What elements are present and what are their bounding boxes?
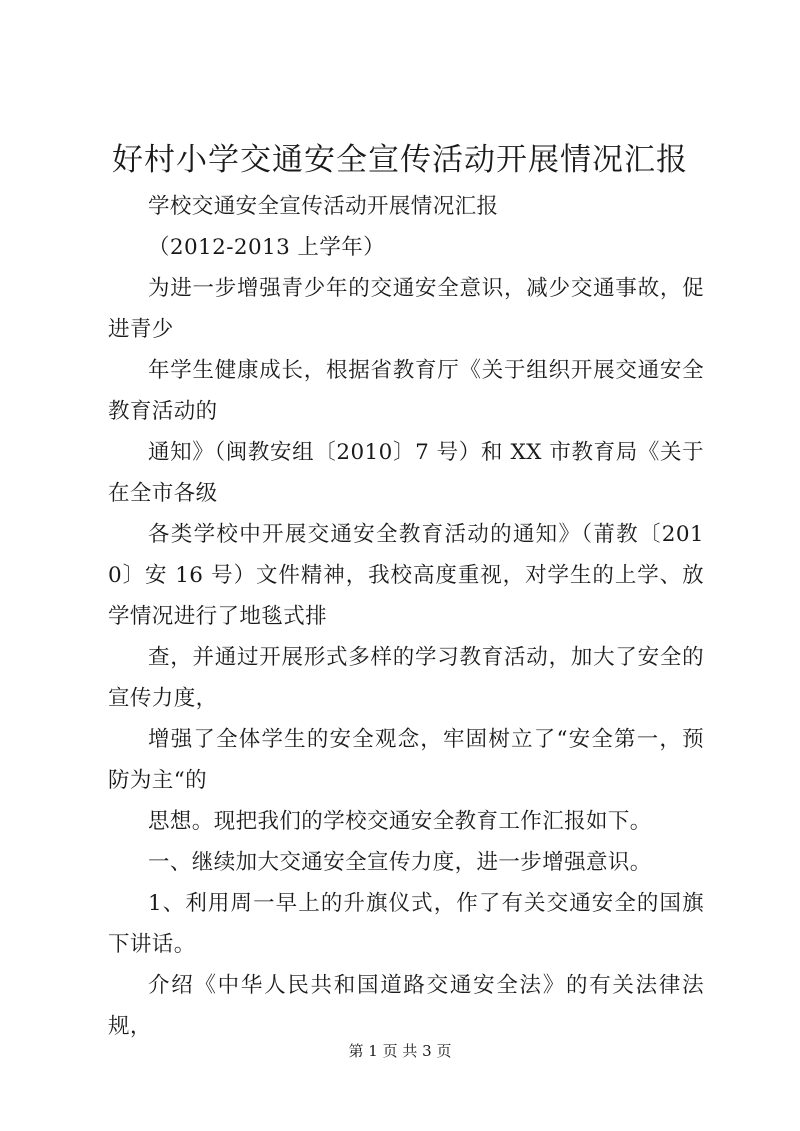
document-body [108,186,704,1047]
paragraph: 增强了全体学生的安全观念，牢固树立了“安全第一，预防为主“的 [108,727,704,793]
paragraph: 思想。现把我们的学校交通安全教育工作汇报如下。 [148,809,652,834]
paragraph: 通知》（闽教安组〔2010〕7 号）和 XX 市教育局《关于在全市各级 [108,440,704,506]
paragraph: 1、利用周一早上的升旗仪式，作了有关交通安全的国旗下讲话。 [108,891,704,957]
page-number-footer: 第 1 页 共 3 页 [348,1042,452,1060]
paragraph: 介绍《中华人民共和国道路交通安全法》的有关法律法规， [108,973,704,1039]
document-title: 好村小学交通安全宣传活动开展情况汇报 [112,142,688,178]
section-heading: 一、继续加大交通安全宣传力度，进一步增强意识。 [148,850,652,875]
paragraph-school-year: （2012-2013 上学年） [148,235,386,260]
paragraph: 年学生健康成长，根据省教育厅《关于组织开展交通安全教育活动的 [108,358,704,424]
paragraph: 查，并通过开展形式多样的学习教育活动，加大了安全的宣传力度， [108,645,704,711]
paragraph: 为进一步增强青少年的交通安全意识，减少交通事故，促进青少 [108,276,704,342]
paragraph-subtitle: 学校交通安全宣传活动开展情况汇报 [148,194,499,219]
paragraph: 各类学校中开展交通安全教育活动的通知》（莆教〔2010〕安 16 号）文件精神，我校高度重视，对学生的上学、放学情况进行了地毯式排 [108,522,704,629]
